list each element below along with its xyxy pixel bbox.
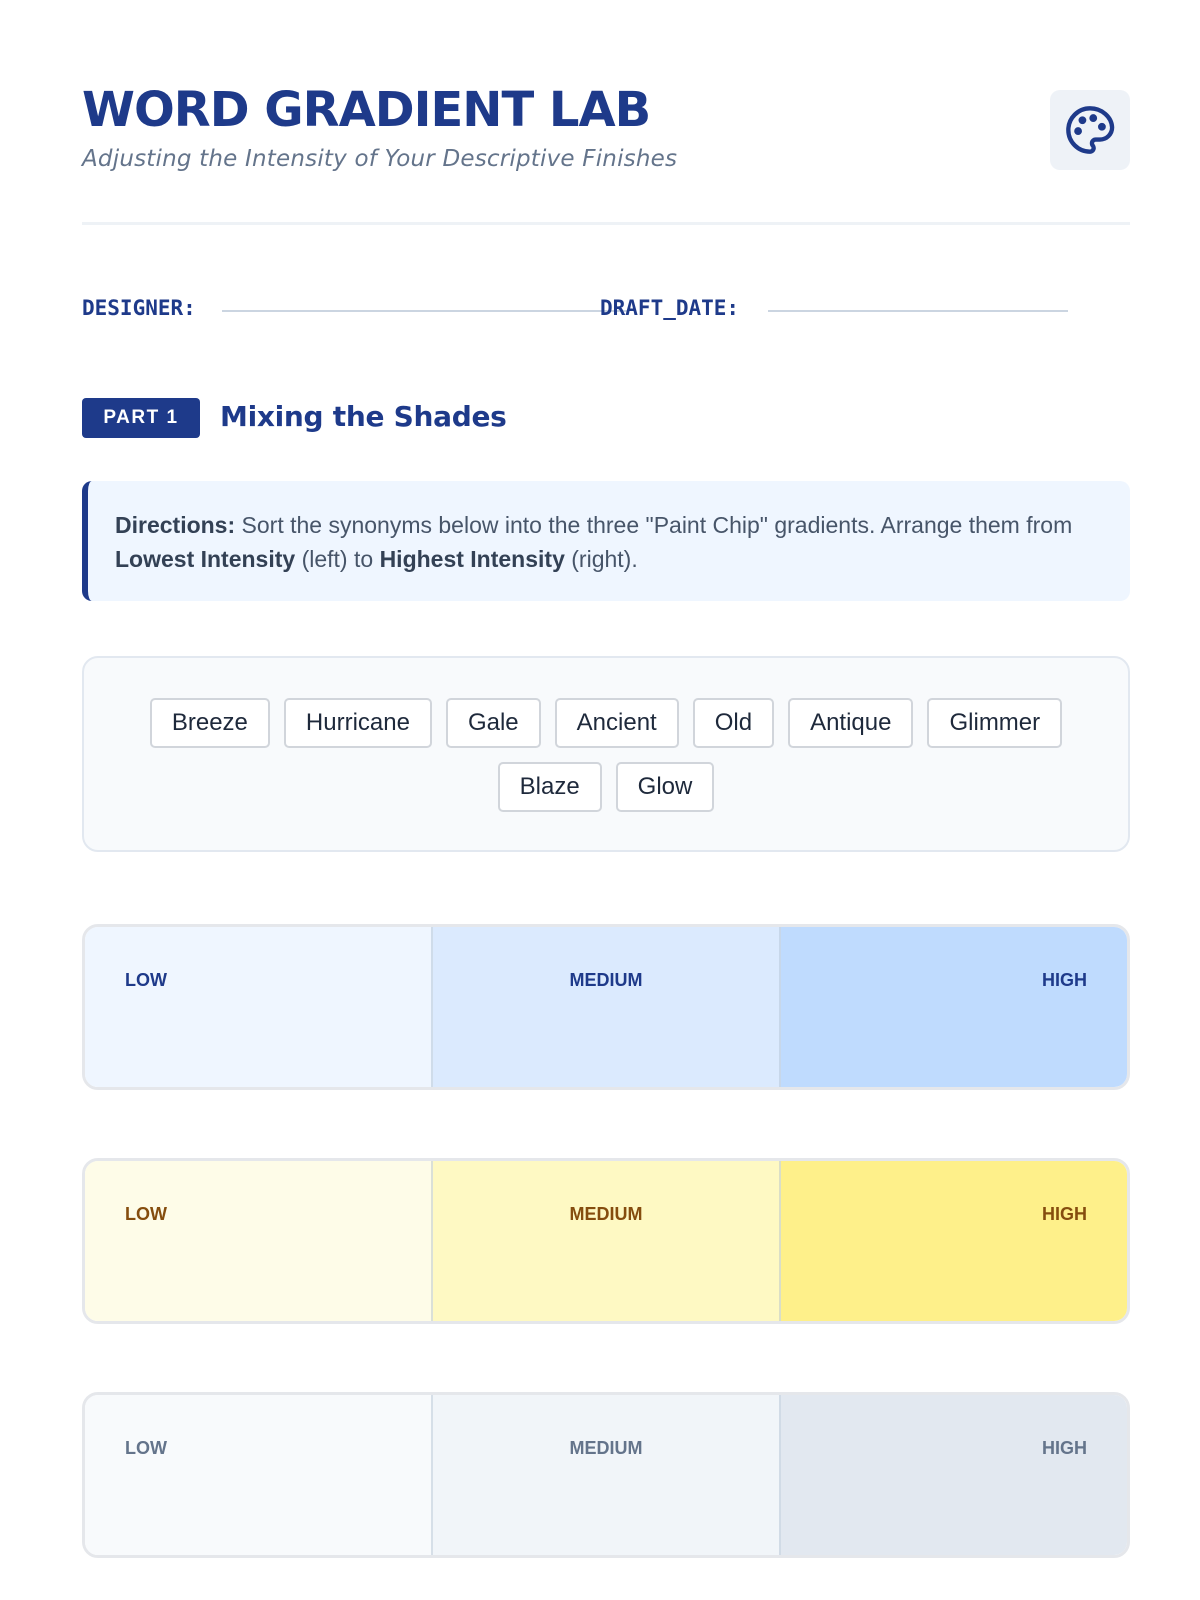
palette-badge [1050,90,1130,170]
paint-chip-gradient-1 [82,924,1130,1090]
gradient-segment-low[interactable] [85,927,431,1087]
gradient-segment-high[interactable] [779,1395,1127,1555]
directions-text-3: (right). [564,546,638,572]
palette-icon [1064,104,1116,156]
page-subtitle: Adjusting the Intensity of Your Descriptive Finishes [82,146,678,172]
segment-label: MEDIUM [569,1438,643,1458]
word-chip[interactable]: Antique [788,698,913,748]
segment-label: LOW [125,1204,167,1224]
info-fields [82,296,1130,326]
segment-label: MEDIUM [569,1204,643,1224]
word-chip[interactable]: Glow [616,762,715,812]
gradient-segment-low[interactable] [85,1395,431,1555]
segment-label: HIGH [1042,1204,1087,1224]
directions-bold-high: Highest Intensity [379,546,565,572]
designer-line[interactable] [222,310,628,312]
word-chip[interactable]: Glimmer [927,698,1062,748]
word-chip[interactable]: Gale [446,698,541,748]
part-title: Mixing the Shades [220,400,507,433]
gradient-segment-medium[interactable] [431,927,779,1087]
directions-lead: Directions: [115,512,236,538]
gradient-segment-medium[interactable] [431,1395,779,1555]
word-bank-chips [84,698,1128,812]
word-chip[interactable]: Hurricane [284,698,432,748]
segment-label: HIGH [1042,970,1087,990]
paint-chip-gradient-3 [82,1392,1130,1558]
gradient-segment-medium[interactable] [431,1161,779,1321]
draft-date-line[interactable] [768,310,1068,312]
gradient-segment-high[interactable] [779,927,1127,1087]
segment-label: HIGH [1042,1438,1087,1458]
gradient-segment-low[interactable] [85,1161,431,1321]
part-badge: PART 1 [82,398,200,438]
gradient-segment-high[interactable] [779,1161,1127,1321]
header-divider [82,222,1130,225]
word-chip[interactable]: Ancient [555,698,679,748]
page-title: WORD GRADIENT LAB [82,82,651,138]
part-heading [82,398,882,438]
paint-chip-gradient-2 [82,1158,1130,1324]
directions-box [82,481,1130,601]
designer-label: DESIGNER: [82,296,196,320]
directions-text-1: Sort the synonyms below into the three "Paint Chip" gradients. Arrange them from [235,512,1073,538]
worksheet-header [82,82,1130,174]
word-bank [82,656,1130,852]
word-chip[interactable]: Breeze [150,698,270,748]
segment-label: LOW [125,1438,167,1458]
directions-text-2: (left) to [295,546,380,572]
draft-date-label: DRAFT_DATE: [600,296,740,320]
word-chip[interactable]: Old [693,698,774,748]
segment-label: MEDIUM [569,970,643,990]
directions-bold-low: Lowest Intensity [115,546,296,572]
segment-label: LOW [125,970,167,990]
word-chip[interactable]: Blaze [498,762,602,812]
